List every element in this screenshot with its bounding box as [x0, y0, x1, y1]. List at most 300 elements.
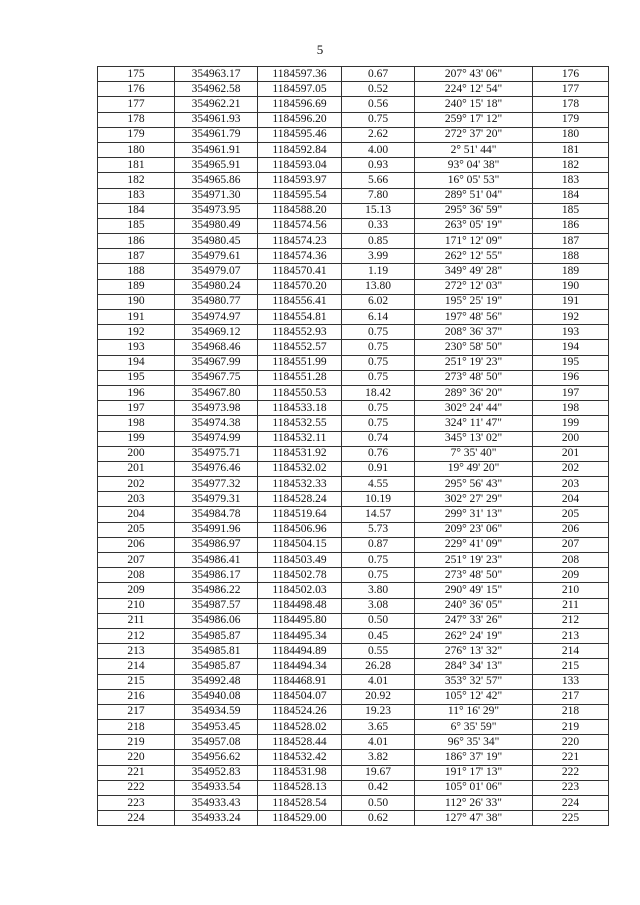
distance-cell: 10.19	[342, 492, 415, 507]
point-number-cell: 217	[98, 704, 175, 719]
next-point-cell: 183	[533, 173, 609, 188]
table-row	[98, 97, 609, 112]
next-point-cell: 189	[533, 264, 609, 279]
y-coordinate-cell: 1184552.93	[258, 325, 342, 340]
x-coordinate-cell: 354961.91	[175, 142, 258, 157]
table-row	[98, 416, 609, 431]
point-number-cell: 218	[98, 720, 175, 735]
table-row	[98, 82, 609, 97]
bearing-cell: 240° 36' 05"	[415, 598, 533, 613]
bearing-cell: 240° 15' 18"	[415, 97, 533, 112]
x-coordinate-cell: 354961.79	[175, 127, 258, 142]
y-coordinate-cell: 1184531.92	[258, 446, 342, 461]
y-coordinate-cell: 1184503.49	[258, 553, 342, 568]
point-number-cell: 189	[98, 279, 175, 294]
next-point-cell: 204	[533, 492, 609, 507]
table-row	[98, 340, 609, 355]
point-number-cell: 200	[98, 446, 175, 461]
point-number-cell: 182	[98, 173, 175, 188]
table-row	[98, 477, 609, 492]
point-number-cell: 185	[98, 218, 175, 233]
table-row	[98, 294, 609, 309]
bearing-cell: 16° 05' 53"	[415, 173, 533, 188]
x-coordinate-cell: 354961.93	[175, 112, 258, 127]
y-coordinate-cell: 1184532.55	[258, 416, 342, 431]
table-row	[98, 583, 609, 598]
bearing-cell: 302° 24' 44"	[415, 401, 533, 416]
bearing-cell: 197° 48' 56"	[415, 310, 533, 325]
point-number-cell: 194	[98, 355, 175, 370]
table-row	[98, 628, 609, 643]
point-number-cell: 208	[98, 568, 175, 583]
x-coordinate-cell: 354974.99	[175, 431, 258, 446]
bearing-cell: 302° 27' 29"	[415, 492, 533, 507]
x-coordinate-cell: 354963.17	[175, 67, 258, 82]
bearing-cell: 345° 13' 02"	[415, 431, 533, 446]
bearing-cell: 186° 37' 19"	[415, 750, 533, 765]
distance-cell: 0.33	[342, 218, 415, 233]
point-number-cell: 201	[98, 461, 175, 476]
next-point-cell: 190	[533, 279, 609, 294]
table-row	[98, 173, 609, 188]
distance-cell: 20.92	[342, 689, 415, 704]
x-coordinate-cell: 354965.91	[175, 158, 258, 173]
table-row	[98, 203, 609, 218]
distance-cell: 0.75	[342, 325, 415, 340]
y-coordinate-cell: 1184502.03	[258, 583, 342, 598]
distance-cell: 4.55	[342, 477, 415, 492]
distance-cell: 19.67	[342, 765, 415, 780]
point-number-cell: 211	[98, 613, 175, 628]
point-number-cell: 198	[98, 416, 175, 431]
coordinates-table	[97, 66, 609, 826]
bearing-cell: 229° 41' 09"	[415, 537, 533, 552]
next-point-cell: 209	[533, 568, 609, 583]
point-number-cell: 207	[98, 553, 175, 568]
y-coordinate-cell: 1184588.20	[258, 203, 342, 218]
y-coordinate-cell: 1184574.23	[258, 234, 342, 249]
next-point-cell: 207	[533, 537, 609, 552]
y-coordinate-cell: 1184556.41	[258, 294, 342, 309]
y-coordinate-cell: 1184494.34	[258, 659, 342, 674]
bearing-cell: 195° 25' 19"	[415, 294, 533, 309]
x-coordinate-cell: 354992.48	[175, 674, 258, 689]
table-row	[98, 613, 609, 628]
next-point-cell: 184	[533, 188, 609, 203]
point-number-cell: 177	[98, 97, 175, 112]
distance-cell: 5.73	[342, 522, 415, 537]
bearing-cell: 263° 05' 19"	[415, 218, 533, 233]
point-number-cell: 215	[98, 674, 175, 689]
x-coordinate-cell: 354984.78	[175, 507, 258, 522]
next-point-cell: 223	[533, 780, 609, 795]
bearing-cell: 247° 33' 26"	[415, 613, 533, 628]
x-coordinate-cell: 354986.41	[175, 553, 258, 568]
bearing-cell: 290° 49' 15"	[415, 583, 533, 598]
table-row	[98, 279, 609, 294]
next-point-cell: 208	[533, 553, 609, 568]
x-coordinate-cell: 354962.58	[175, 82, 258, 97]
distance-cell: 0.76	[342, 446, 415, 461]
point-number-cell: 213	[98, 644, 175, 659]
bearing-cell: 6° 35' 59"	[415, 720, 533, 735]
table-row	[98, 765, 609, 780]
bearing-cell: 273° 48' 50"	[415, 370, 533, 385]
distance-cell: 0.75	[342, 112, 415, 127]
x-coordinate-cell: 354985.87	[175, 628, 258, 643]
x-coordinate-cell: 354979.07	[175, 264, 258, 279]
table-row	[98, 522, 609, 537]
point-number-cell: 192	[98, 325, 175, 340]
x-coordinate-cell: 354974.97	[175, 310, 258, 325]
next-point-cell: 212	[533, 613, 609, 628]
y-coordinate-cell: 1184570.20	[258, 279, 342, 294]
point-number-cell: 187	[98, 249, 175, 264]
table-row	[98, 492, 609, 507]
distance-cell: 0.75	[342, 355, 415, 370]
bearing-cell: 295° 36' 59"	[415, 203, 533, 218]
distance-cell: 6.14	[342, 310, 415, 325]
table-row	[98, 188, 609, 203]
point-number-cell: 191	[98, 310, 175, 325]
y-coordinate-cell: 1184554.81	[258, 310, 342, 325]
next-point-cell: 180	[533, 127, 609, 142]
bearing-cell: 251° 19' 23"	[415, 355, 533, 370]
x-coordinate-cell: 354956.62	[175, 750, 258, 765]
distance-cell: 15.13	[342, 203, 415, 218]
next-point-cell: 194	[533, 340, 609, 355]
table-row	[98, 811, 609, 826]
next-point-cell: 185	[533, 203, 609, 218]
x-coordinate-cell: 354952.83	[175, 765, 258, 780]
y-coordinate-cell: 1184528.13	[258, 780, 342, 795]
y-coordinate-cell: 1184574.56	[258, 218, 342, 233]
table-row	[98, 325, 609, 340]
next-point-cell: 182	[533, 158, 609, 173]
y-coordinate-cell: 1184528.02	[258, 720, 342, 735]
distance-cell: 0.75	[342, 370, 415, 385]
distance-cell: 0.75	[342, 401, 415, 416]
next-point-cell: 191	[533, 294, 609, 309]
point-number-cell: 212	[98, 628, 175, 643]
point-number-cell: 222	[98, 780, 175, 795]
y-coordinate-cell: 1184593.04	[258, 158, 342, 173]
point-number-cell: 175	[98, 67, 175, 82]
point-number-cell: 178	[98, 112, 175, 127]
point-number-cell: 183	[98, 188, 175, 203]
next-point-cell: 187	[533, 234, 609, 249]
x-coordinate-cell: 354979.31	[175, 492, 258, 507]
point-number-cell: 204	[98, 507, 175, 522]
distance-cell: 0.56	[342, 97, 415, 112]
distance-cell: 0.45	[342, 628, 415, 643]
bearing-cell: 105° 12' 42"	[415, 689, 533, 704]
point-number-cell: 220	[98, 750, 175, 765]
distance-cell: 3.65	[342, 720, 415, 735]
next-point-cell: 220	[533, 735, 609, 750]
x-coordinate-cell: 354968.46	[175, 340, 258, 355]
point-number-cell: 196	[98, 385, 175, 400]
x-coordinate-cell: 354980.49	[175, 218, 258, 233]
next-point-cell: 205	[533, 507, 609, 522]
next-point-cell: 181	[533, 142, 609, 157]
y-coordinate-cell: 1184506.96	[258, 522, 342, 537]
y-coordinate-cell: 1184495.80	[258, 613, 342, 628]
bearing-cell: 105° 01' 06"	[415, 780, 533, 795]
next-point-cell: 225	[533, 811, 609, 826]
bearing-cell: 259° 17' 12"	[415, 112, 533, 127]
next-point-cell: 215	[533, 659, 609, 674]
y-coordinate-cell: 1184596.20	[258, 112, 342, 127]
next-point-cell: 178	[533, 97, 609, 112]
x-coordinate-cell: 354980.77	[175, 294, 258, 309]
next-point-cell: 193	[533, 325, 609, 340]
point-number-cell: 199	[98, 431, 175, 446]
point-number-cell: 216	[98, 689, 175, 704]
next-point-cell: 214	[533, 644, 609, 659]
bearing-cell: 230° 58' 50"	[415, 340, 533, 355]
table-row	[98, 158, 609, 173]
y-coordinate-cell: 1184597.05	[258, 82, 342, 97]
y-coordinate-cell: 1184498.48	[258, 598, 342, 613]
x-coordinate-cell: 354969.12	[175, 325, 258, 340]
table-row	[98, 385, 609, 400]
bearing-cell: 284° 34' 13"	[415, 659, 533, 674]
bearing-cell: 207° 43' 06"	[415, 67, 533, 82]
bearing-cell: 272° 37' 20"	[415, 127, 533, 142]
y-coordinate-cell: 1184524.26	[258, 704, 342, 719]
table-row	[98, 568, 609, 583]
point-number-cell: 202	[98, 477, 175, 492]
y-coordinate-cell: 1184593.97	[258, 173, 342, 188]
next-point-cell: 219	[533, 720, 609, 735]
y-coordinate-cell: 1184570.41	[258, 264, 342, 279]
x-coordinate-cell: 354991.96	[175, 522, 258, 537]
next-point-cell: 222	[533, 765, 609, 780]
distance-cell: 3.99	[342, 249, 415, 264]
y-coordinate-cell: 1184551.28	[258, 370, 342, 385]
y-coordinate-cell: 1184519.64	[258, 507, 342, 522]
distance-cell: 0.87	[342, 537, 415, 552]
y-coordinate-cell: 1184595.54	[258, 188, 342, 203]
x-coordinate-cell: 354965.86	[175, 173, 258, 188]
table-row	[98, 735, 609, 750]
next-point-cell: 203	[533, 477, 609, 492]
y-coordinate-cell: 1184551.99	[258, 355, 342, 370]
point-number-cell: 209	[98, 583, 175, 598]
table-row	[98, 689, 609, 704]
x-coordinate-cell: 354986.97	[175, 537, 258, 552]
y-coordinate-cell: 1184528.24	[258, 492, 342, 507]
next-point-cell: 218	[533, 704, 609, 719]
next-point-cell: 201	[533, 446, 609, 461]
y-coordinate-cell: 1184529.00	[258, 811, 342, 826]
y-coordinate-cell: 1184596.69	[258, 97, 342, 112]
bearing-cell: 127° 47' 38"	[415, 811, 533, 826]
x-coordinate-cell: 354986.22	[175, 583, 258, 598]
bearing-cell: 353° 32' 57"	[415, 674, 533, 689]
table-row	[98, 461, 609, 476]
table-row	[98, 310, 609, 325]
distance-cell: 13.80	[342, 279, 415, 294]
bearing-cell: 289° 51' 04"	[415, 188, 533, 203]
next-point-cell: 197	[533, 385, 609, 400]
y-coordinate-cell: 1184532.33	[258, 477, 342, 492]
distance-cell: 18.42	[342, 385, 415, 400]
point-number-cell: 193	[98, 340, 175, 355]
bearing-cell: 171° 12' 09"	[415, 234, 533, 249]
point-number-cell: 206	[98, 537, 175, 552]
table-row	[98, 112, 609, 127]
x-coordinate-cell: 354985.81	[175, 644, 258, 659]
distance-cell: 0.85	[342, 234, 415, 249]
page-number: 5	[316, 42, 324, 57]
x-coordinate-cell: 354975.71	[175, 446, 258, 461]
y-coordinate-cell: 1184531.98	[258, 765, 342, 780]
bearing-cell: 273° 48' 50"	[415, 568, 533, 583]
bearing-cell: 7° 35' 40"	[415, 446, 533, 461]
point-number-cell: 179	[98, 127, 175, 142]
distance-cell: 0.75	[342, 416, 415, 431]
distance-cell: 0.50	[342, 796, 415, 811]
bearing-cell: 324° 11' 47"	[415, 416, 533, 431]
next-point-cell: 213	[533, 628, 609, 643]
x-coordinate-cell: 354979.61	[175, 249, 258, 264]
distance-cell: 0.75	[342, 340, 415, 355]
x-coordinate-cell: 354933.54	[175, 780, 258, 795]
bearing-cell: 224° 12' 54"	[415, 82, 533, 97]
y-coordinate-cell: 1184595.46	[258, 127, 342, 142]
next-point-cell: 133	[533, 674, 609, 689]
distance-cell: 2.62	[342, 127, 415, 142]
next-point-cell: 177	[533, 82, 609, 97]
bearing-cell: 262° 12' 55"	[415, 249, 533, 264]
next-point-cell: 224	[533, 796, 609, 811]
table-row	[98, 446, 609, 461]
table-row	[98, 537, 609, 552]
x-coordinate-cell: 354980.24	[175, 279, 258, 294]
next-point-cell: 210	[533, 583, 609, 598]
table-row	[98, 142, 609, 157]
table-row	[98, 674, 609, 689]
next-point-cell: 196	[533, 370, 609, 385]
next-point-cell: 199	[533, 416, 609, 431]
point-number-cell: 221	[98, 765, 175, 780]
table-row	[98, 598, 609, 613]
y-coordinate-cell: 1184495.34	[258, 628, 342, 643]
x-coordinate-cell: 354933.24	[175, 811, 258, 826]
bearing-cell: 299° 31' 13"	[415, 507, 533, 522]
point-number-cell: 210	[98, 598, 175, 613]
table-row	[98, 401, 609, 416]
bearing-cell: 96° 35' 34"	[415, 735, 533, 750]
point-number-cell: 214	[98, 659, 175, 674]
table-row	[98, 553, 609, 568]
x-coordinate-cell: 354957.08	[175, 735, 258, 750]
bearing-cell: 11° 16' 29"	[415, 704, 533, 719]
y-coordinate-cell: 1184468.91	[258, 674, 342, 689]
y-coordinate-cell: 1184504.07	[258, 689, 342, 704]
x-coordinate-cell: 354940.08	[175, 689, 258, 704]
y-coordinate-cell: 1184597.36	[258, 67, 342, 82]
distance-cell: 26.28	[342, 659, 415, 674]
table-row	[98, 264, 609, 279]
y-coordinate-cell: 1184552.57	[258, 340, 342, 355]
y-coordinate-cell: 1184528.44	[258, 735, 342, 750]
bearing-cell: 276° 13' 32"	[415, 644, 533, 659]
distance-cell: 0.55	[342, 644, 415, 659]
next-point-cell: 195	[533, 355, 609, 370]
distance-cell: 14.57	[342, 507, 415, 522]
y-coordinate-cell: 1184502.78	[258, 568, 342, 583]
next-point-cell: 176	[533, 67, 609, 82]
point-number-cell: 203	[98, 492, 175, 507]
next-point-cell: 186	[533, 218, 609, 233]
table-row	[98, 249, 609, 264]
distance-cell: 0.75	[342, 568, 415, 583]
next-point-cell: 221	[533, 750, 609, 765]
distance-cell: 0.91	[342, 461, 415, 476]
distance-cell: 3.08	[342, 598, 415, 613]
distance-cell: 6.02	[342, 294, 415, 309]
x-coordinate-cell: 354973.98	[175, 401, 258, 416]
point-number-cell: 190	[98, 294, 175, 309]
y-coordinate-cell: 1184574.36	[258, 249, 342, 264]
point-number-cell: 219	[98, 735, 175, 750]
bearing-cell: 209° 23' 06"	[415, 522, 533, 537]
x-coordinate-cell: 354977.32	[175, 477, 258, 492]
table-row	[98, 218, 609, 233]
bearing-cell: 208° 36' 37"	[415, 325, 533, 340]
y-coordinate-cell: 1184494.89	[258, 644, 342, 659]
x-coordinate-cell: 354953.45	[175, 720, 258, 735]
y-coordinate-cell: 1184592.84	[258, 142, 342, 157]
distance-cell: 0.74	[342, 431, 415, 446]
coordinates-table-body	[98, 67, 609, 826]
x-coordinate-cell: 354971.30	[175, 188, 258, 203]
bearing-cell: 93° 04' 38"	[415, 158, 533, 173]
x-coordinate-cell: 354987.57	[175, 598, 258, 613]
point-number-cell: 184	[98, 203, 175, 218]
y-coordinate-cell: 1184528.54	[258, 796, 342, 811]
table-row	[98, 780, 609, 795]
distance-cell: 4.01	[342, 735, 415, 750]
distance-cell: 3.82	[342, 750, 415, 765]
next-point-cell: 192	[533, 310, 609, 325]
distance-cell: 0.75	[342, 553, 415, 568]
distance-cell: 0.52	[342, 82, 415, 97]
next-point-cell: 202	[533, 461, 609, 476]
table-row	[98, 720, 609, 735]
point-number-cell: 195	[98, 370, 175, 385]
distance-cell: 5.66	[342, 173, 415, 188]
bearing-cell: 2° 51' 44"	[415, 142, 533, 157]
point-number-cell: 205	[98, 522, 175, 537]
y-coordinate-cell: 1184550.53	[258, 385, 342, 400]
bearing-cell: 19° 49' 20"	[415, 461, 533, 476]
y-coordinate-cell: 1184532.11	[258, 431, 342, 446]
next-point-cell: 217	[533, 689, 609, 704]
y-coordinate-cell: 1184504.15	[258, 537, 342, 552]
point-number-cell: 181	[98, 158, 175, 173]
distance-cell: 0.93	[342, 158, 415, 173]
bearing-cell: 251° 19' 23"	[415, 553, 533, 568]
bearing-cell: 272° 12' 03"	[415, 279, 533, 294]
point-number-cell: 180	[98, 142, 175, 157]
next-point-cell: 200	[533, 431, 609, 446]
y-coordinate-cell: 1184532.42	[258, 750, 342, 765]
next-point-cell: 198	[533, 401, 609, 416]
